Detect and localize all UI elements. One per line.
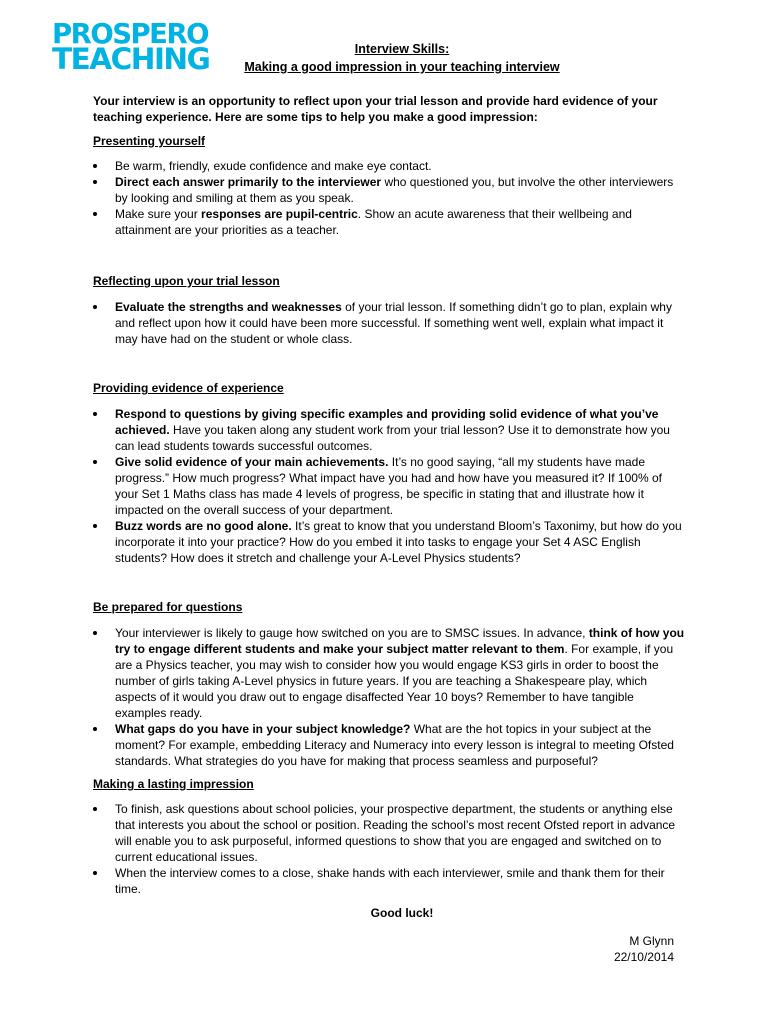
heading-lasting-impression: Making a lasting impression — [93, 777, 254, 791]
list-item: Buzz words are no good alone. It’s great to know that you understand Bloom’s Taxonimy, but how do you incorporate it into your practice? How do you embed it into tasks to engage your Set 4 ASC English students? How does it stretch and challenge your A-Level Physics students? — [93, 518, 685, 566]
list-item: Give solid evidence of your main achievements. It’s no good saying, “all my students have made progress.” How much progress? What impact have you had and how have you measured it? If 100% of your Set 1 Maths class has made 4 levels of progress, be specific in stating that and illustrate how it impacted on the overall success of your department. — [93, 454, 685, 518]
heading-evidence: Providing evidence of experience — [93, 381, 284, 395]
closing-text: Good luck! — [370, 906, 434, 920]
list-evidence — [93, 406, 685, 566]
list-item: When the interview comes to a close, shake hands with each interviewer, smile and thank them for their time. — [93, 865, 685, 897]
logo-line-2: TEACHING — [52, 42, 210, 76]
list-presenting-yourself — [93, 158, 685, 238]
list-item: Evaluate the strengths and weaknesses of your trial lesson. If something didn’t go to plan, explain why and reflect upon how it could have been more successful. If something went well, explain what impact it may have had on the student or whole class. — [93, 299, 685, 347]
doc-subtitle: Making a good impression in your teaching interview — [244, 60, 560, 74]
list-item: Be warm, friendly, exude confidence and make eye contact. — [93, 158, 685, 174]
list-item: Respond to questions by giving specific examples and providing solid evidence of what you’ve achieved. Have you taken along any student work from your trial lesson? Use it to demonstrate how you can lead students towards successful outcomes. — [93, 406, 685, 454]
list-item: To finish, ask questions about school policies, your prospective department, the students or anything else that interests you about the school or position. Reading the school’s most recent Ofsted report in advance will enable you to ask purposeful, informed questions to show that you are engaged and switched on to current educational issues. — [93, 801, 685, 865]
list-item: Direct each answer primarily to the interviewer who questioned you, but involve the other interviewers by looking and smiling at them as you speak. — [93, 174, 685, 206]
list-item: Your interviewer is likely to gauge how switched on you are to SMSC issues. In advance, think of how you try to engage different students and make your subject matter relevant to them. For example, if you are a Physics teacher, you may wish to consider how you would engage KS3 girls in order to boost the number of girls taking A-Level physics in future years. If you are teaching a Shakespeare play, which aspects of it would you draw out to engage disaffected Year 10 boys? Remember to have tangible examples ready. — [93, 625, 685, 721]
list-item: What gaps do you have in your subject knowledge? What are the hot topics in your subject at the moment? For example, embedding Literacy and Numeracy into every lesson is integral to meeting Ofsted standards. What strategies do you have for making that process seamless and purposeful? — [93, 721, 685, 769]
heading-reflecting: Reflecting upon your trial lesson — [93, 274, 280, 288]
list-reflecting — [93, 299, 685, 347]
doc-title: Interview Skills: — [354, 42, 450, 56]
signature-name: M Glynn — [629, 934, 674, 948]
heading-prepared: Be prepared for questions — [93, 600, 243, 614]
intro-paragraph: Your interview is an opportunity to reflect upon your trial lesson and provide hard evidence of your teaching experience. Here are some tips to help you make a good impression: — [93, 94, 658, 124]
prospero-teaching-logo — [52, 18, 232, 76]
signature-date: 22/10/2014 — [613, 950, 674, 964]
list-item: Make sure your responses are pupil-centric. Show an acute awareness that their wellbeing and attainment are your priorities as a teacher. — [93, 206, 685, 238]
list-prepared — [93, 625, 685, 769]
logo-line-1: PROSPERO — [52, 18, 209, 50]
heading-presenting-yourself: Presenting yourself — [93, 134, 206, 148]
list-lasting-impression — [93, 801, 685, 897]
